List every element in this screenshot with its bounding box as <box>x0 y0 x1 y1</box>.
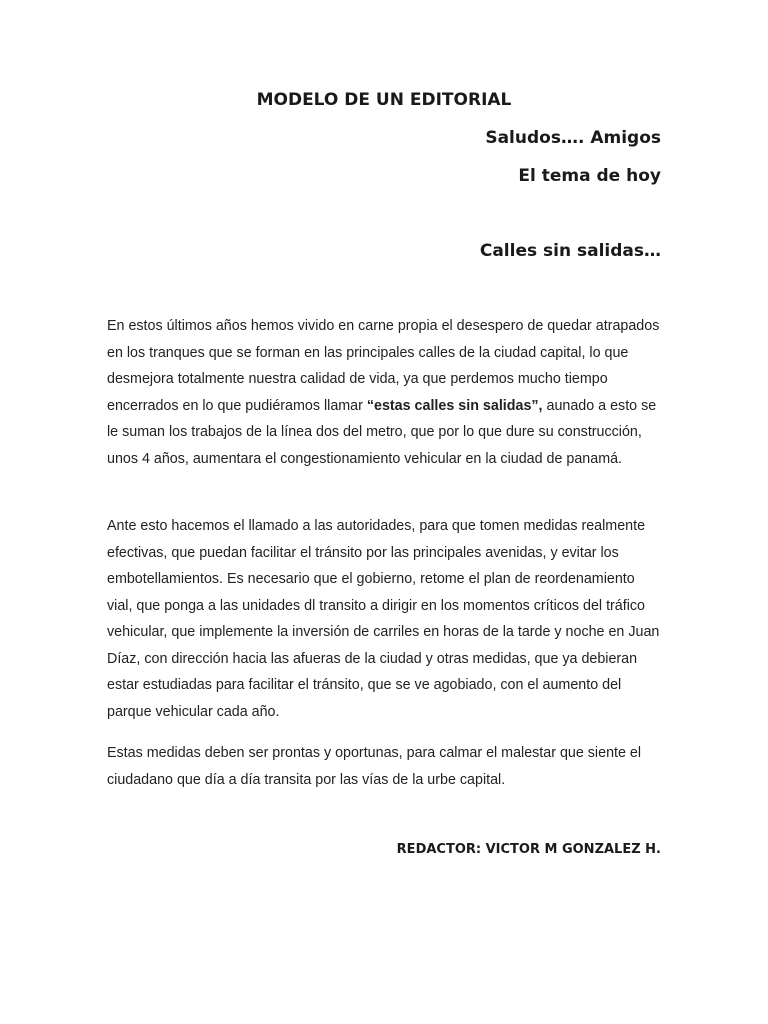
paragraph-3: Estas medidas deben ser prontas y oportunas, para calmar el malestar que siente el ciudadano que día a día transita por las vías de la urbe capital. <box>107 745 642 788</box>
signature: REDACTOR: VICTOR M GONZALEZ H. <box>396 842 661 857</box>
paragraph-1-bold-phrase: “estas calles sin salidas”, <box>366 397 543 414</box>
paragraph-1 <box>107 313 663 472</box>
topic-heading: Calles sin salidas… <box>479 241 661 261</box>
greeting: Saludos…. Amigos <box>485 128 661 148</box>
paragraph-2: Ante esto hacemos el llamado a las autoridades, para que tomen medidas realmente efectivas, que puedan facilitar el tránsito por las principales avenidas, y evitar los embotellamientos. Es necesario que el gobierno, retome el plan de reordenamiento vial, que ponga a las unidades dl transito a dirigir en los momentos críticos del tráfico vehicular, que implemente la inversión de carriles en horas de la tarde y noche en Juan Díaz, con dirección hacia las afueras de la ciudad y otras medidas, que ya debieran estar estudiadas para facilitar el tránsito, que se ve agobiado, con el aumento del parque vehicular cada año. <box>107 518 660 720</box>
paragraph-1-text-end: aunado a esto se le suman los trabajos de la línea dos del metro, que por lo que dure su construcción, unos 4 años, aumentara el congestionamiento vehicular en la ciudad de panamá. <box>107 397 657 467</box>
paragraph-1-text-start: En estos últimos años hemos vivido en carne propia el desespero de quedar atrapados en los tranques que se forman en las principales calles de la ciudad capital, lo que desmejora totalmente nuestra calidad de vida, ya que perdemos mucho tiempo encerrados en lo que pudiéramos llamar <box>107 318 660 414</box>
topic-intro: El tema de hoy <box>518 166 661 186</box>
document-title: MODELO DE UN EDITORIAL <box>256 90 512 110</box>
